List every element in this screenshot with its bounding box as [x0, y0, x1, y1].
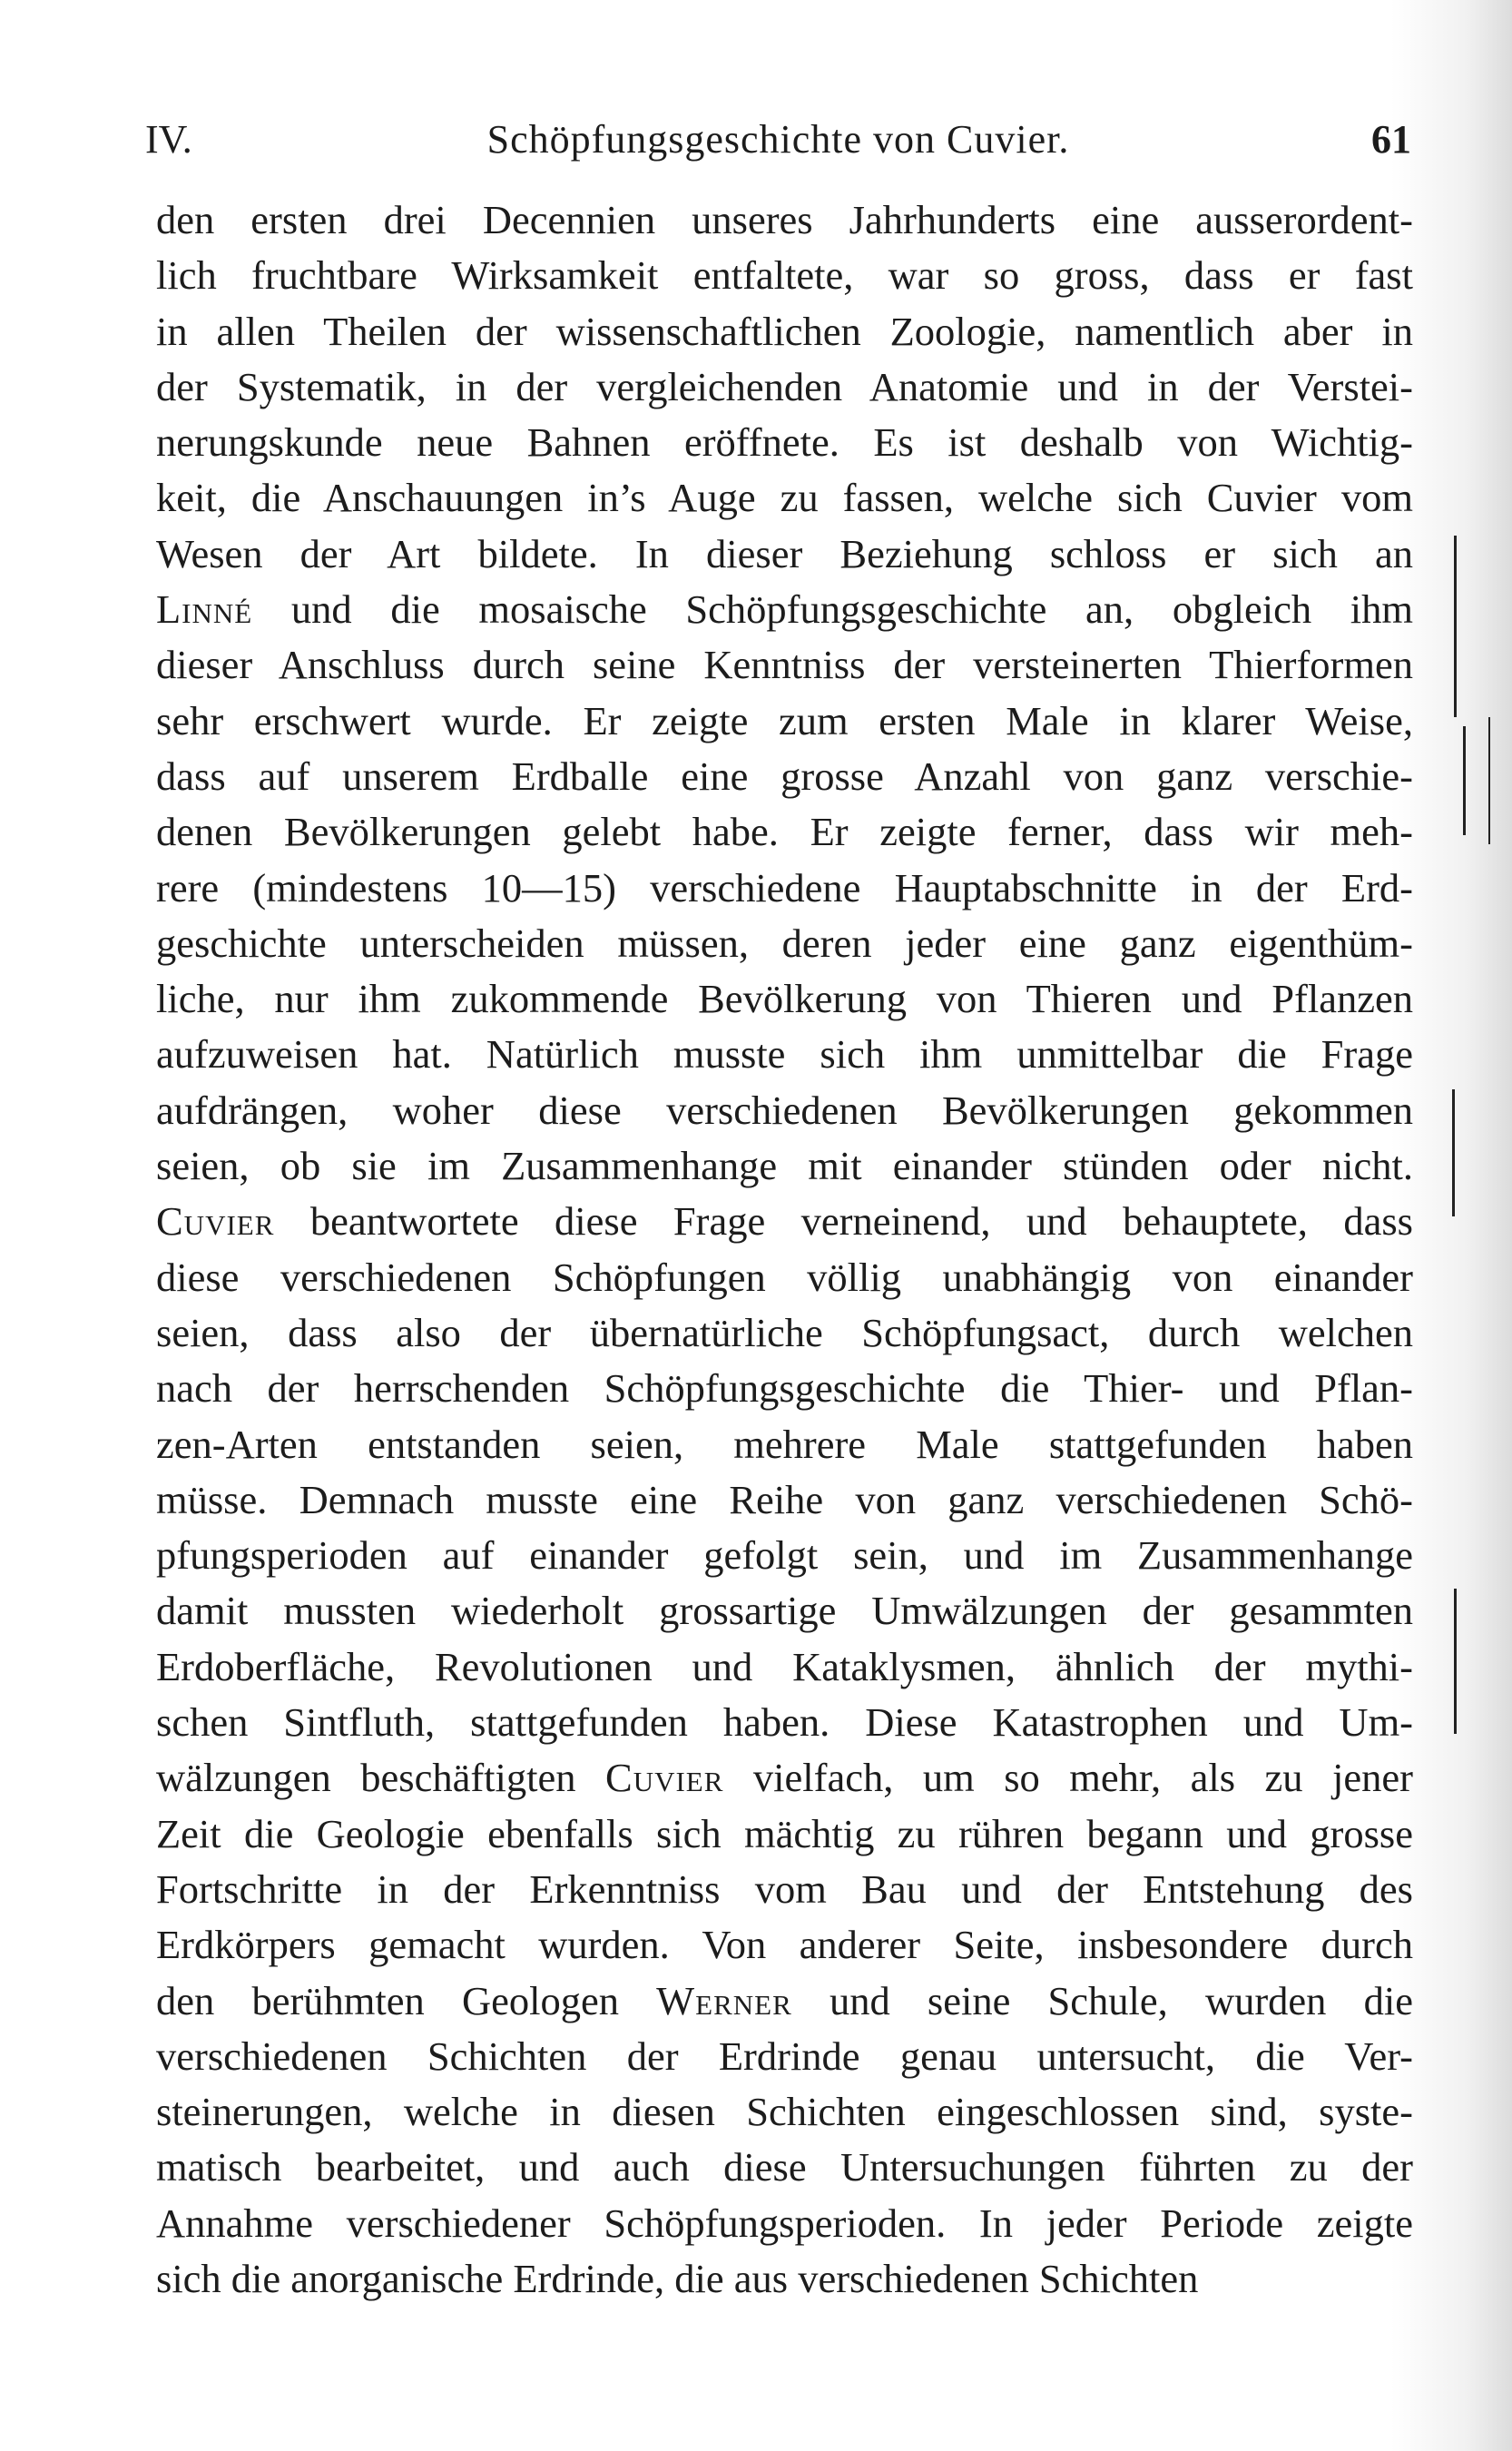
text-line: Zeit die Geologie ebenfalls sich mächtig zu rühren begann und grosse	[156, 1810, 1413, 1856]
text-line: seien, dass also der übernatürliche Schöpfungsact, durch welchen	[156, 1309, 1413, 1355]
text-line: müsse. Demnach musste eine Reihe von ganz verschiedenen Schö-	[156, 1476, 1413, 1522]
text-line: Linné und die mosaische Schöpfungsgeschichte an, obgleich ihm	[156, 586, 1413, 633]
body-text	[156, 192, 1413, 2307]
text-line: Fortschritte in der Erkenntniss vom Bau und der Entstehung des	[156, 1865, 1413, 1912]
text-line: matisch bearbeitet, und auch diese Untersuchungen führten zu der	[156, 2144, 1413, 2190]
text-line: zen-Arten entstanden seien, mehrere Male stattgefunden haben	[156, 1421, 1413, 1467]
text-line: Annahme verschiedener Schöpfungsperioden. In jeder Periode zeigte	[156, 2200, 1413, 2246]
text-line: Cuvier beantwortete diese Frage verneinend, und behauptete, dass	[156, 1198, 1413, 1245]
text-line: geschichte unterscheiden müssen, deren jeder eine ganz eigenthüm-	[156, 920, 1413, 966]
text-line: sich die anorganische Erdrinde, die aus verschiedenen Schichten	[156, 2255, 1199, 2301]
text-line: den ersten drei Decennien unseres Jahrhunderts eine ausserordent-	[156, 197, 1413, 242]
text-line: sehr erschwert wurde. Er zeigte zum ersten Male in klarer Weise,	[156, 697, 1413, 743]
margin-mark	[1463, 726, 1466, 835]
running-title: Schöpfungsgeschichte von Cuvier.	[486, 117, 1070, 162]
text-line: damit mussten wiederholt grossartige Umwälzungen der gesammten	[156, 1588, 1413, 1634]
text-line: Wesen der Art bildete. In dieser Beziehung schloss er sich an	[156, 530, 1413, 576]
text-line: denen Bevölkerungen gelebt habe. Er zeigte ferner, dass wir meh-	[156, 809, 1413, 855]
text-line: schen Sintfluth, stattgefunden haben. Diese Katastrophen und Um-	[156, 1699, 1413, 1746]
running-header	[145, 116, 1411, 180]
text-line: wälzungen beschäftigten Cuvier vielfach, um so mehr, als zu jener	[156, 1755, 1413, 1801]
text-line: Erdkörpers gemacht wurden. Von anderer Seite, insbesondere durch	[156, 1922, 1413, 1968]
text-line: Erdoberfläche, Revolutionen und Kataklysmen, ähnlich der mythi-	[156, 1643, 1413, 1689]
page-number: 61	[1371, 117, 1411, 162]
text-line: liche, nur ihm zukommende Bevölkerung von Thieren und Pflanzen	[156, 976, 1413, 1022]
text-line: diese verschiedenen Schöpfungen völlig unabhängig von einander	[156, 1254, 1413, 1300]
text-line: keit, die Anschauungen in’s Auge zu fassen, welche sich Cuvier vom	[156, 475, 1413, 521]
text-line: aufzuweisen hat. Natürlich musste sich ihm unmittelbar die Frage	[156, 1031, 1413, 1078]
text-line: rere (mindestens 10—15) verschiedene Hauptabschnitte in der Erd-	[156, 864, 1413, 911]
text-line: steinerungen, welche in diesen Schichten eingeschlossen sind, syste-	[156, 2089, 1413, 2135]
text-line: dass auf unserem Erdballe eine grosse Anzahl von ganz verschie-	[156, 753, 1413, 799]
text-line: seien, ob sie im Zusammenhange mit einander stünden oder nicht.	[156, 1143, 1413, 1189]
margin-mark	[1454, 1589, 1457, 1734]
text-line: pfungsperioden auf einander gefolgt sein, und im Zusammenhange	[156, 1532, 1413, 1579]
text-line: lich fruchtbare Wirksamkeit entfaltete, war so gross, dass er fast	[156, 252, 1413, 299]
text-line: in allen Theilen der wissenschaftlichen Zoologie, namentlich aber in	[156, 308, 1413, 354]
text-line: nerungskunde neue Bahnen eröffnete. Es ist deshalb von Wichtig-	[156, 419, 1413, 466]
text-line: aufdrängen, woher diese verschiedenen Bevölkerungen gekommen	[156, 1087, 1413, 1133]
text-line: den berühmten Geologen Werner und seine Schule, wurden die	[156, 1977, 1413, 2023]
text-line: der Systematik, in der vergleichenden Anatomie und in der Verstei-	[156, 363, 1413, 409]
text-line: dieser Anschluss durch seine Kenntniss der versteinerten Thierformen	[156, 642, 1413, 688]
text-line: verschiedenen Schichten der Erdrinde genau untersucht, die Ver-	[156, 2033, 1413, 2079]
margin-mark	[1488, 717, 1490, 844]
chapter-number: IV.	[145, 117, 192, 162]
margin-mark	[1452, 1089, 1455, 1216]
text-line: nach der herrschenden Schöpfungsgeschichte die Thier- und Pflan-	[156, 1365, 1413, 1412]
margin-mark	[1454, 536, 1457, 717]
